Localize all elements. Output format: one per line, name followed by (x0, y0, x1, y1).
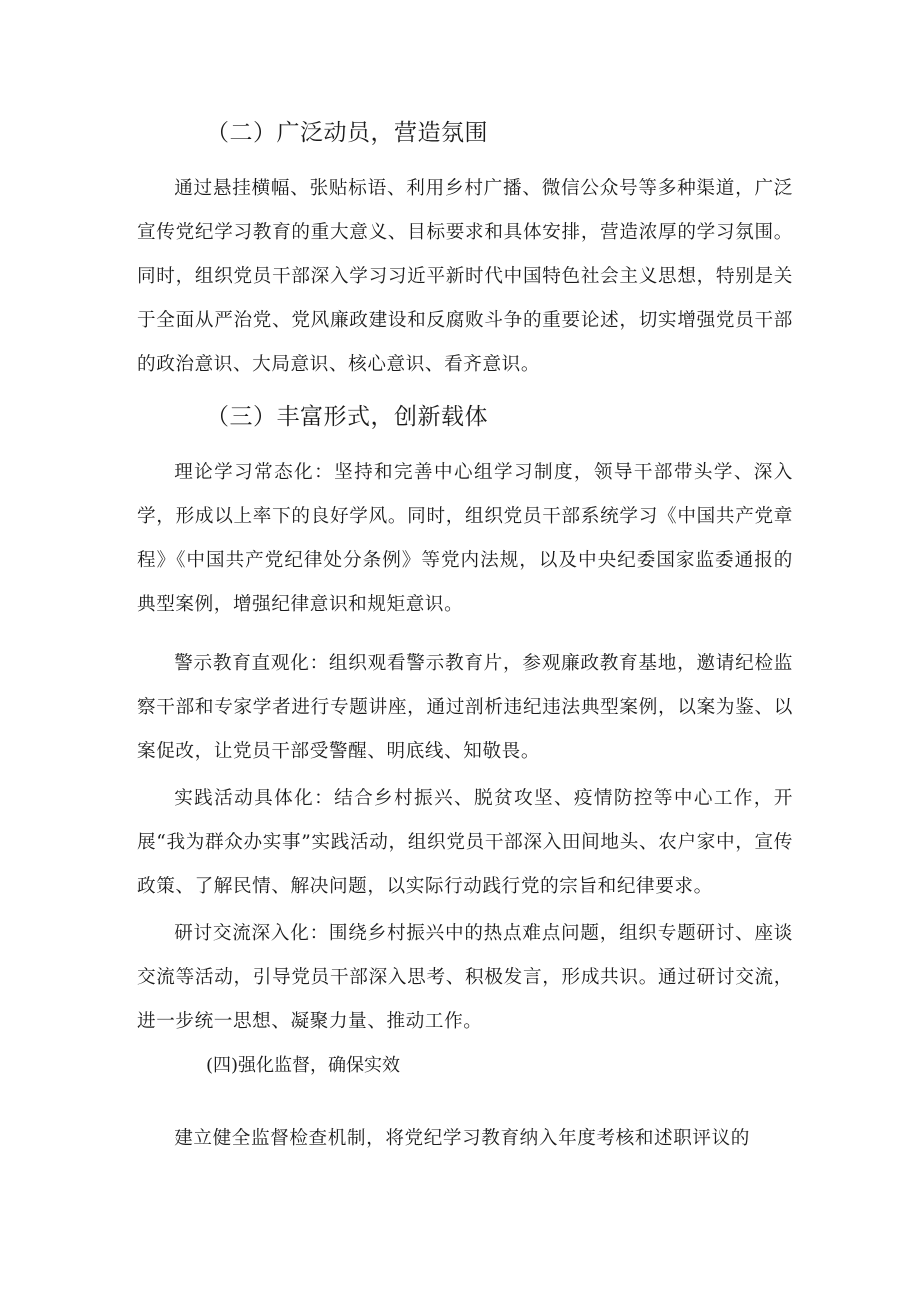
paragraph-theory-study: 理论学习常态化：坚持和完善中心组学习制度，领导干部带头学、深入学，形成以上率下的良好学风。同时，组织党员干部系统学习《中国共产党章程》《中国共产党纪律处分条例》等党内法规，以及中央纪委国家监委通报的典型案例，增强纪律意识和规矩意识。 (137, 462, 793, 615)
paragraph-mobilization: 通过悬挂横幅、张贴标语、利用乡村广播、微信公众号等多种渠道，广泛宣传党纪学习教育的重大意义、目标要求和具体安排，营造浓厚的学习氛围。同时，组织党员干部深入学习习近平新时代中国特色社会主义思想，特别是关于全面从严治党、党风廉政建设和反腐败斗争的重要论述，切实增强党员干部的政治意识、大局意识、核心意识、看齐意识。 (137, 178, 793, 375)
section-heading-3: （三）丰富形式，创新载体 (206, 404, 488, 430)
paragraph-supervision: 建立健全监督检查机制，将党纪学习教育纳入年度考核和述职评议的 (174, 1128, 751, 1149)
section-heading-4: (四)强化监督，确保实效 (206, 1055, 401, 1076)
paragraph-seminar-exchange: 研讨交流深入化：围绕乡村振兴中的热点难点问题，组织专题研讨、座谈交流等活动，引导党员干部深入思考、积极发言，形成共识。通过研讨交流，进一步统一思想、凝聚力量、推动工作。 (137, 923, 793, 1032)
paragraph-practice-activities: 实践活动具体化：结合乡村振兴、脱贫攻坚、疫情防控等中心工作，开展“我为群众办实事”实践活动，组织党员干部深入田间地头、农户家中，宣传政策、了解民情、解决问题，以实际行动践行党的宗旨和纪律要求。 (137, 788, 793, 897)
section-heading-2: （二）广泛动员，营造氛围 (206, 120, 488, 146)
paragraph-warning-education: 警示教育直观化：组织观看警示教育片，参观廉政教育基地，邀请纪检监察干部和专家学者进行专题讲座，通过剖析违纪违法典型案例，以案为鉴、以案促改，让党员干部受警醒、明底线、知敬畏。 (137, 653, 793, 762)
